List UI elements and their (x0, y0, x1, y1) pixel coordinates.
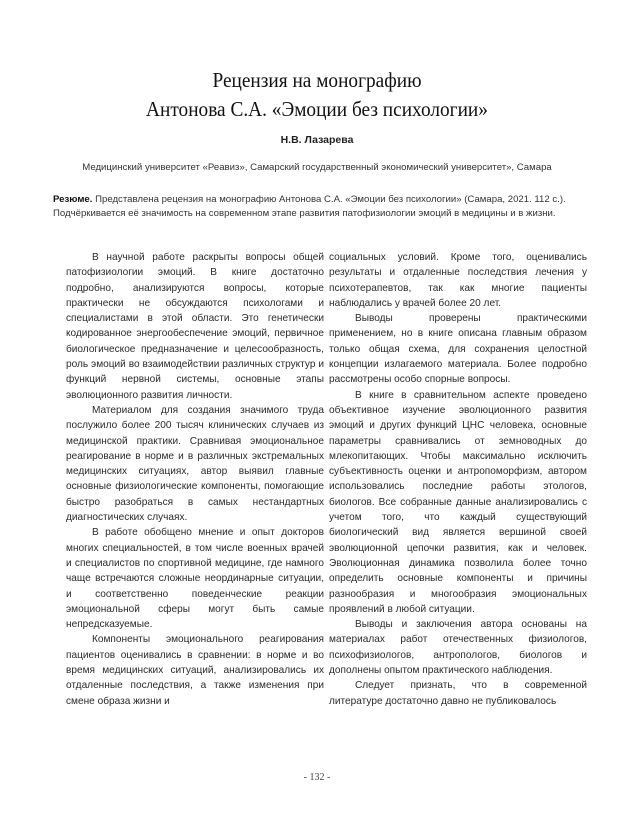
paragraph: Компоненты эмоционального реагирования пациентов оценивались в сравнении: в норме и во время медицинских ситуаций, анализировались их отдаленные последствия, а также изменения при смене образа жизни и (66, 634, 324, 707)
paragraph: Материалом для создания значимого труда послужило более 200 тысяч клинических случаев из медицинской практики. Сравнивая эмоциональное реагирование в норме и в различных экстремальных медицинских ситуациях, автор выявил главные основные физиологические компоненты, помогающие быстро разобраться в самых нестандартных диагностических случаях. (66, 404, 324, 524)
paragraph-continuation: социальных условий. Кроме того, оценивались результаты и отдаленные последствия лечения у психотерапевтов, так как многие пациенты наблюдались у врачей более 20 лет. (329, 252, 587, 309)
right-column (329, 250, 587, 709)
left-column (66, 250, 324, 709)
article-title-line-1: Рецензия на монографию (212, 68, 422, 92)
article-title-line-2: Антонова С.А. «Эмоции без психологии» (146, 97, 488, 121)
abstract-text: Представлена рецензия на монографию Антонова С.А. «Эмоции без психологии» (Самара, 2021. 112 с.). Подчёркивается её значимость на современном этапе развития патофизиологии эмоций в медицины и в жизни. (53, 194, 566, 220)
abstract (53, 193, 588, 221)
paragraph: Следует признать, что в современной литературе достаточно давно не публиковалось (329, 680, 587, 707)
abstract-label: Резюме. (53, 194, 93, 205)
author-name: Н.В. Лазарева (280, 134, 354, 146)
paragraph: В научной работе раскрыты вопросы общей патофизиологии эмоций. В книге достаточно подробно, анализируются вопросы, которые практически не обсуждаются психологами и специалистами в этой области. Это генетически кодированное энергообеспечение эмоций, первичное биологическое предназначение и целесообразность, роль эмоций во взаимодействии различных структур и функций нервной системы, основные этапы эволюционного развития личности. (66, 252, 324, 401)
paragraph: В книге в сравнительном аспекте проведено объективное изучение эволюционного развития эмоций и других функций ЦНС человека, основные параметры сравнивались от земноводных до млекопитающих. Чтобы максимально исключить субъективность оценки и антропоморфизм, автором использовались последние работы этологов, биологов. Все собранные данные анализировались с учетом того, что каждый существующий биологический вид является вершиной своей эволюционной цепочки развития, как и человек. Эволюционная динамика позволила более точно определить основные компоненты и причины разнообразия и многообразия эмоциональных проявлений в любой ситуации. (329, 389, 587, 615)
paragraph: Выводы проверены практическими применением, но в книге описана главным образом только общая схема, для сохранения целостной концепции излагаемого материала. Более подробно рассмотрены особо спорные вопросы. (329, 313, 587, 386)
page-number: - 132 - (303, 772, 331, 783)
paragraph: Выводы и заключения автора основаны на материалах работ отечественных физиологов, психофизиологов, антропологов, биологов и дополнены опытом практического наблюдения. (329, 619, 587, 677)
paragraph: В работе обобщено мнение и опыт докторов многих специальностей, в том числе военных врачей и специалистов по спортивной медицине, где намного чаще встречаются сложные неординарные ситуации, и соответственно поведенческие реакции эмоциональной сферы могут быть самые непредсказуемые. (66, 527, 324, 631)
author-affiliation: Медицинский университет «Реавиз», Самарский государственный экономический университет», Самара (82, 162, 552, 173)
